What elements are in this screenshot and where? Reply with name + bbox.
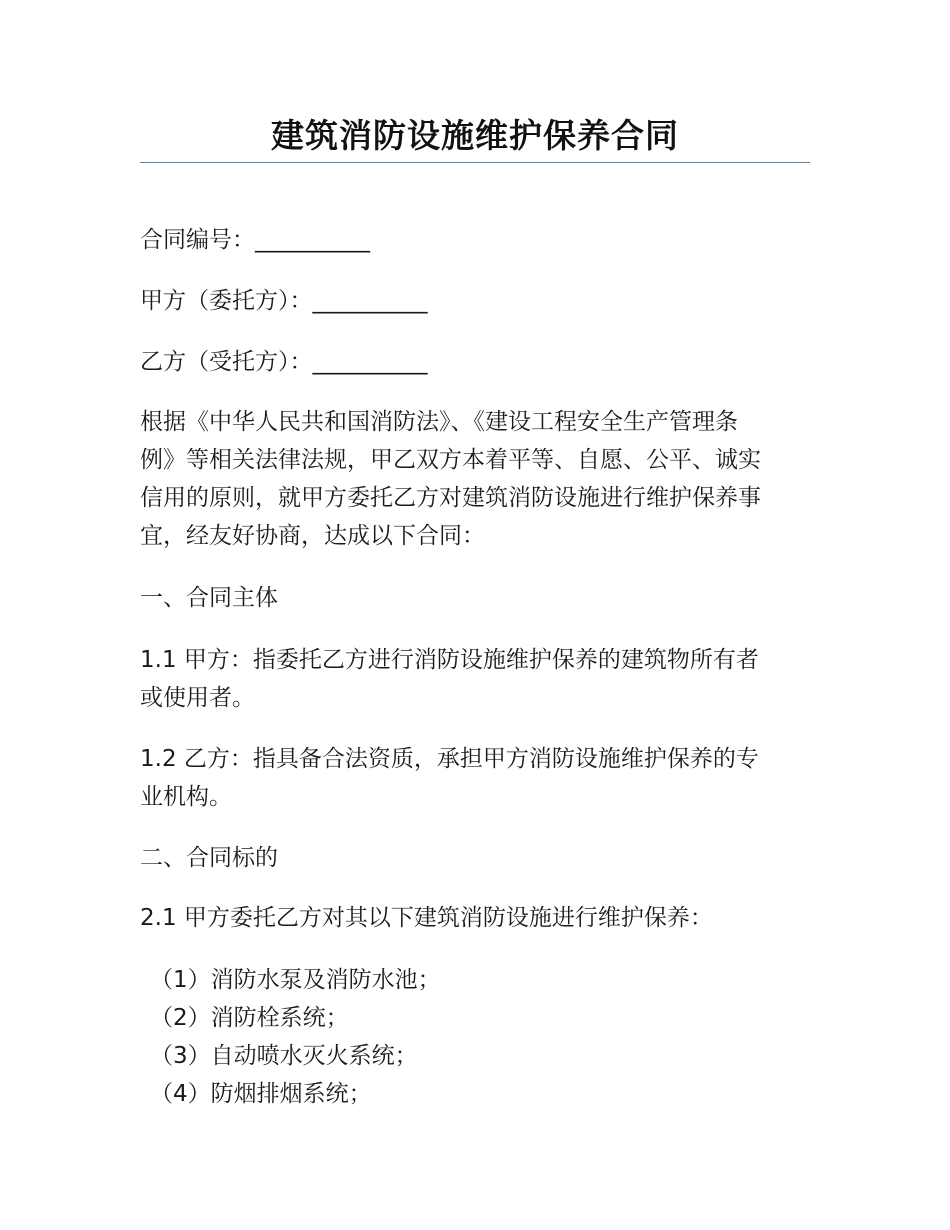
preamble-line: 信用的原则，就甲方委托乙方对建筑消防设施进行维护保养事	[140, 485, 761, 511]
clause-1-1	[140, 641, 810, 717]
section-2-heading: 二、合同标的	[140, 845, 278, 871]
clause-line: 1.2 乙方：指具备合法资质，承担甲方消防设施维护保养的专	[140, 746, 759, 772]
contract-number-field: 合同编号：__________	[140, 227, 370, 253]
document-title: 建筑消防设施维护保养合同	[271, 116, 679, 155]
clause-line: 1.1 甲方：指委托乙方进行消防设施维护保养的建筑物所有者	[140, 647, 759, 673]
clause-line: 或使用者。	[140, 685, 255, 711]
list-item: （3）自动喷水灭火系统；	[150, 1043, 418, 1069]
list-item: （4）防烟排烟系统；	[150, 1081, 372, 1107]
list-item: （1）消防水泵及消防水池；	[150, 967, 441, 993]
preamble-paragraph	[140, 403, 810, 555]
clause-line: 业机构。	[140, 784, 232, 810]
preamble-line: 根据《中华人民共和国消防法》、《建设工程安全生产管理条	[140, 409, 738, 435]
section-1-heading: 一、合同主体	[140, 585, 278, 611]
party-a-field: 甲方（委托方）：__________	[140, 288, 428, 314]
title-divider	[140, 162, 810, 163]
list-item: （2）消防栓系统；	[150, 1005, 349, 1031]
preamble-line: 宜，经友好协商，达成以下合同：	[140, 523, 485, 549]
clause-2-1: 2.1 甲方委托乙方对其以下建筑消防设施进行维护保养：	[140, 905, 713, 931]
party-b-field: 乙方（受托方）：__________	[140, 349, 428, 375]
clause-1-2	[140, 740, 810, 816]
preamble-line: 例》等相关法律法规，甲乙双方本着平等、自愿、公平、诚实	[140, 447, 761, 473]
